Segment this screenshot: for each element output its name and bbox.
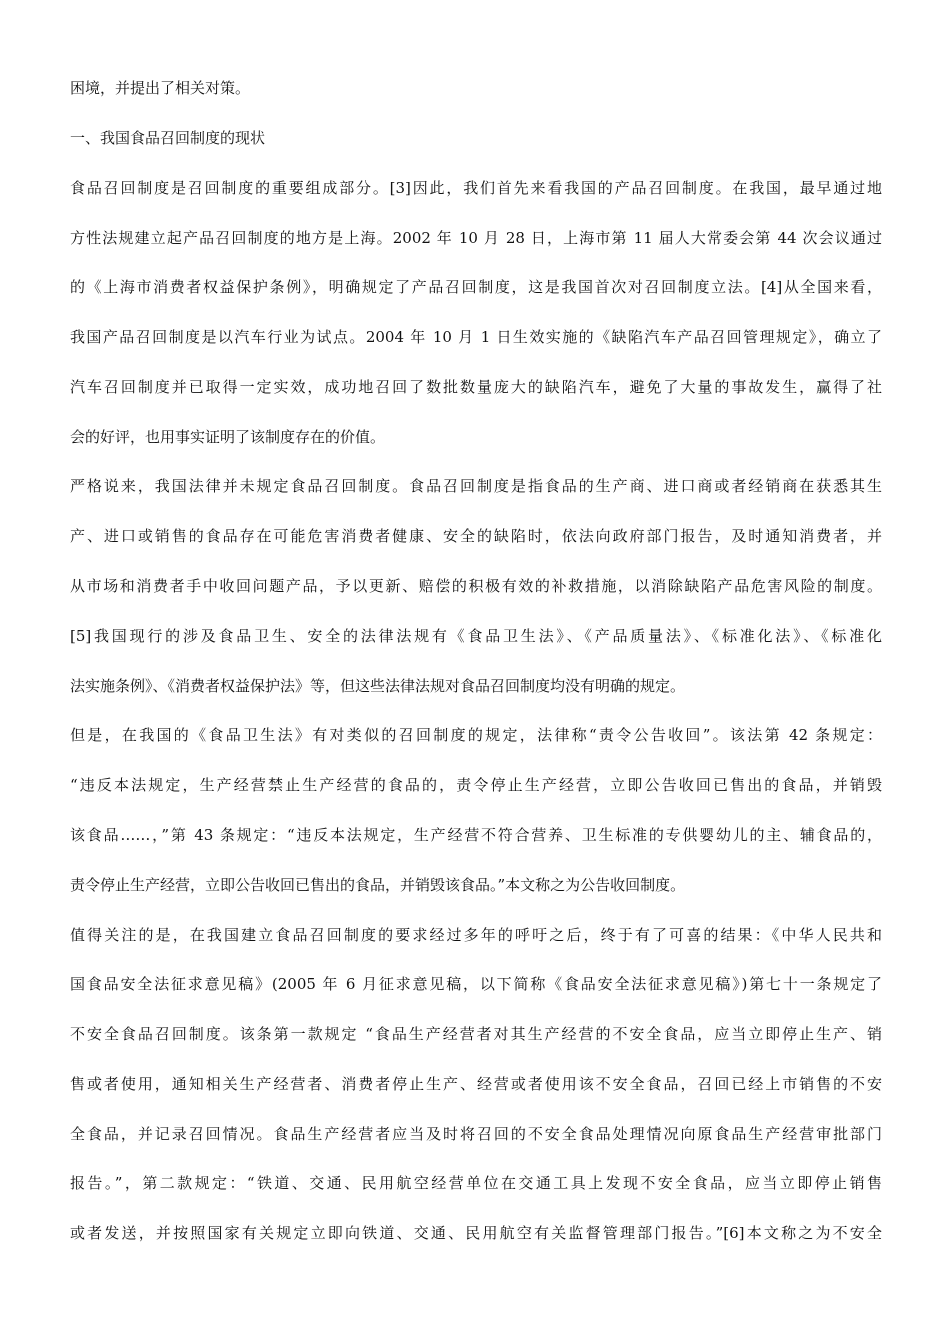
text-line: 食品召回制度是召回制度的重要组成部分。[3]因此，我们首先来看我国的产品召回制度。在我国，最早通过地 [70, 179, 882, 197]
text-line: 该食品……，”第 43 条规定：“违反本法规定，生产经营不符合营养、卫生标准的专供婴幼儿的主、辅食品的， [70, 826, 882, 844]
section-heading: 一、我国食品召回制度的现状 [70, 129, 266, 147]
text-line: 但是，在我国的《食品卫生法》有对类似的召回制度的规定，法律称“责令公告收回”。该法第 42 条规定： [70, 726, 882, 744]
text-line: 不安全食品召回制度。该条第一款规定 “食品生产经营者对其生产经营的不安全食品，应当立即停止生产、销 [70, 1025, 882, 1043]
text-line: 方性法规建立起产品召回制度的地方是上海。2002 年 10 月 28 日，上海市第 11 届人大常委会第 44 次会议通过 [70, 229, 882, 247]
text-line: 国食品安全法征求意见稿》(2005 年 6 月征求意见稿，以下简称《食品安全法征求意见稿》)第七十一条规定了 [70, 975, 882, 993]
text-line: 汽车召回制度并已取得一定实效，成功地召回了数批数量庞大的缺陷汽车，避免了大量的事故发生，赢得了社 [70, 378, 882, 396]
text-line: [5]我国现行的涉及食品卫生、安全的法律法规有《食品卫生法》、《产品质量法》、《标准化法》、《标准化 [70, 627, 882, 645]
text-line: 法实施条例》、《消费者权益保护法》等，但这些法律法规对食品召回制度均没有明确的规定。 [70, 677, 686, 695]
text-line: 产、进口或销售的食品存在可能危害消费者健康、安全的缺陷时，依法向政府部门报告，及时通知消费者，并 [70, 527, 882, 545]
text-line: 或者发送，并按照国家有关规定立即向铁道、交通、民用航空有关监督管理部门报告。”[6]本文称之为不安全 [70, 1224, 882, 1242]
text-line: 严格说来，我国法律并未规定食品召回制度。食品召回制度是指食品的生产商、进口商或者经销商在获悉其生 [70, 477, 882, 495]
text-line: 报告。”，第二款规定：“铁道、交通、民用航空经营单位在交通工具上发现不安全食品，应当立即停止销售 [70, 1174, 882, 1192]
text-line: 全食品，并记录召回情况。食品生产经营者应当及时将召回的不安全食品处理情况向原食品生产经营审批部门 [70, 1125, 882, 1143]
text-line: 我国产品召回制度是以汽车行业为试点。2004 年 10 月 1 日生效实施的《缺陷汽车产品召回管理规定》，确立了 [70, 328, 882, 346]
text-line: 售或者使用，通知相关生产经营者、消费者停止生产、经营或者使用该不安全食品，召回已经上市销售的不安 [70, 1075, 882, 1093]
text-line: “违反本法规定，生产经营禁止生产经营的食品的，责令停止生产经营，立即公告收回已售出的食品，并销毁 [70, 776, 882, 794]
text-line: 责令停止生产经营，立即公告收回已售出的食品，并销毁该食品。”本文称之为公告收回制度。 [70, 876, 686, 894]
text-line: 困境，并提出了相关对策。 [70, 79, 251, 97]
text-line: 从市场和消费者手中收回问题产品，予以更新、赔偿的积极有效的补救措施，以消除缺陷产品危害风险的制度。 [70, 577, 882, 595]
text-line: 会的好评，也用事实证明了该制度存在的价值。 [70, 428, 386, 446]
text-line: 值得关注的是，在我国建立食品召回制度的要求经过多年的呼吁之后，终于有了可喜的结果：《中华人民共和 [70, 926, 882, 944]
text-line: 的《上海市消费者权益保护条例》，明确规定了产品召回制度，这是我国首次对召回制度立法。[4]从全国来看， [70, 278, 882, 296]
